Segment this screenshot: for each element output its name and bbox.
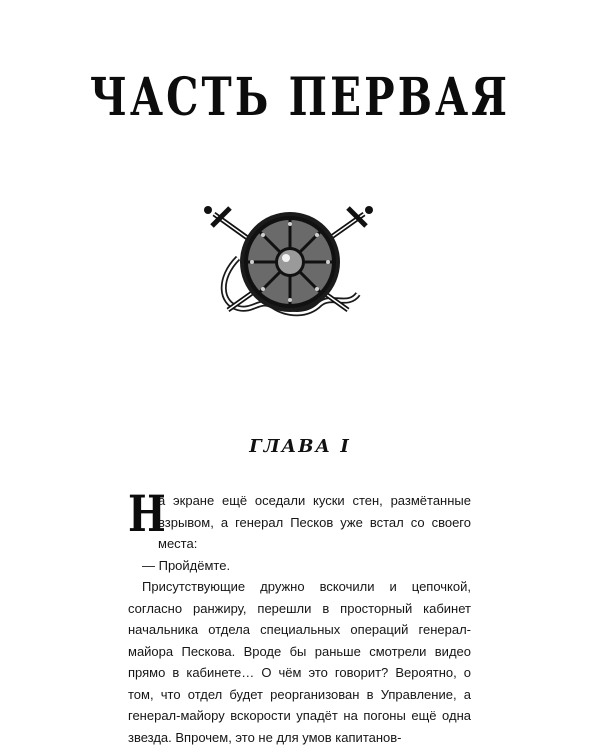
paragraph-3: Присутствующие дружно вскочили и цепочкой, согласно ранжиру, перешли в просторный кабинет начальника отдела специальных операций генерал-майора Пескова. Вроде бы раньше смотрели видео прямо в кабинете… О чём это говорит? Вероятно, о том, что отдел будет реорганизован в Управление, а генерал-майору вскорости упадёт на погоны ещё одна звезда. Впрочем, это не для умов капитанов-	[128, 579, 471, 745]
paragraph-2: — Пройдёмте.	[142, 557, 231, 573]
drop-cap: Н	[128, 484, 166, 543]
body-text	[128, 484, 471, 748]
paragraph-1-text: а экране ещё оседали куски стен, размётанные взрывом, а генерал Песков уже встал со своего места:	[158, 493, 471, 551]
paragraph-1	[128, 484, 471, 555]
part-title: ЧАСТЬ ПЕРВАЯ	[89, 67, 511, 128]
shield-with-crossed-swords-icon	[198, 198, 378, 330]
chapter-title: ГЛАВА I	[249, 436, 351, 457]
